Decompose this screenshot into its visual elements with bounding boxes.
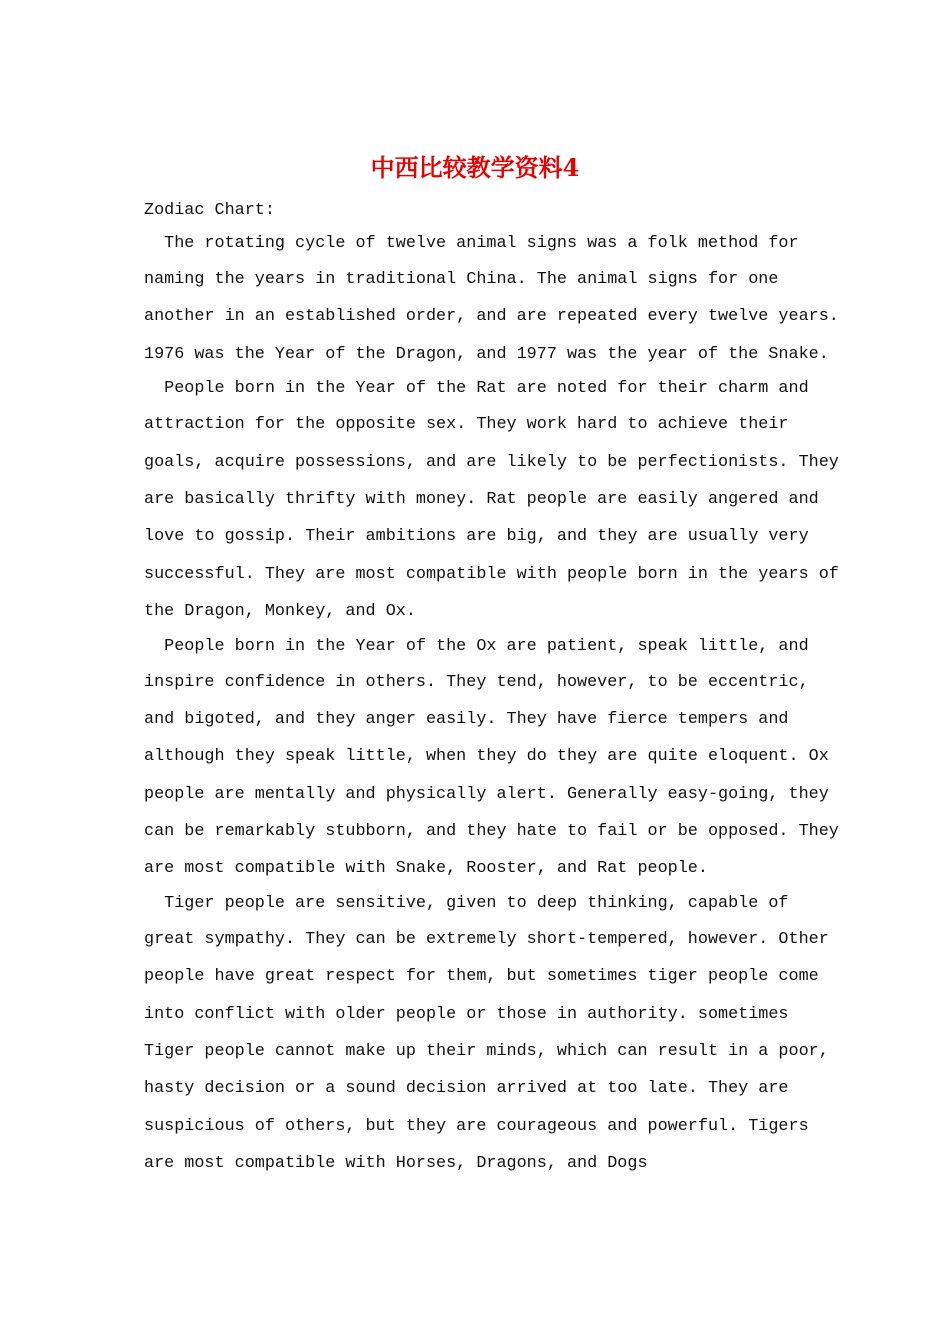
page-title: 中西比较教学资料4: [370, 153, 580, 182]
text-line: are basically thrifty with money. Rat people are easily angered and: [144, 489, 819, 509]
text-line: Tiger people cannot make up their minds, which can result in a poor,: [144, 1042, 829, 1062]
text-line: hasty decision or a sound decision arrived at too late. They are: [144, 1079, 789, 1099]
text-line: are most compatible with Horses, Dragons, and Dogs: [144, 1154, 648, 1174]
text-line: inspire confidence in others. They tend, however, to be eccentric,: [144, 672, 809, 692]
text-line: attraction for the opposite sex. They work hard to achieve their: [144, 415, 789, 435]
text-line: people are mentally and physically alert. Generally easy-going, they: [144, 784, 829, 804]
text-line: Tiger people are sensitive, given to deep thinking, capable of: [144, 893, 789, 913]
paragraph-rat: [144, 371, 839, 630]
paragraph-ox: [144, 629, 839, 888]
paragraph-tiger: [144, 886, 829, 1183]
text-line: the Dragon, Monkey, and Ox.: [144, 602, 416, 622]
text-line: People born in the Year of the Rat are noted for their charm and: [144, 379, 809, 399]
text-line: suspicious of others, but they are courageous and powerful. Tigers: [144, 1116, 809, 1136]
document-body: [144, 196, 839, 1181]
text-line: although they speak little, when they do they are quite eloquent. Ox: [144, 747, 829, 767]
text-line: The rotating cycle of twelve animal signs was a folk method for: [144, 234, 799, 253]
text-line: love to gossip. Their ambitions are big, and they are usually very: [144, 527, 809, 547]
text-line: successful. They are most compatible with people born in the years of: [144, 564, 839, 584]
text-line: into conflict with older people or those in authority. sometimes: [144, 1004, 789, 1024]
text-line: are most compatible with Snake, Rooster, and Rat people.: [144, 859, 708, 879]
section-heading: Zodiac Chart:: [144, 201, 275, 220]
text-line: 1976 was the Year of the Dragon, and 1977 was the year of the Snake.: [144, 344, 829, 364]
text-line: naming the years in traditional China. The animal signs for one: [144, 270, 779, 289]
text-line: can be remarkably stubborn, and they hate to fail or be opposed. They: [144, 822, 839, 842]
text-line: and bigoted, and they anger easily. They have fierce tempers and: [144, 709, 789, 729]
text-line: another in an established order, and are repeated every twelve years.: [144, 307, 839, 327]
text-line: goals, acquire possessions, and are likely to be perfectionists. They: [144, 452, 839, 472]
paragraph-intro: [144, 226, 839, 373]
text-line: People born in the Year of the Ox are patient, speak little, and: [144, 636, 809, 656]
text-line: people have great respect for them, but sometimes tiger people come: [144, 967, 819, 987]
text-line: great sympathy. They can be extremely short-tempered, however. Other: [144, 929, 829, 949]
